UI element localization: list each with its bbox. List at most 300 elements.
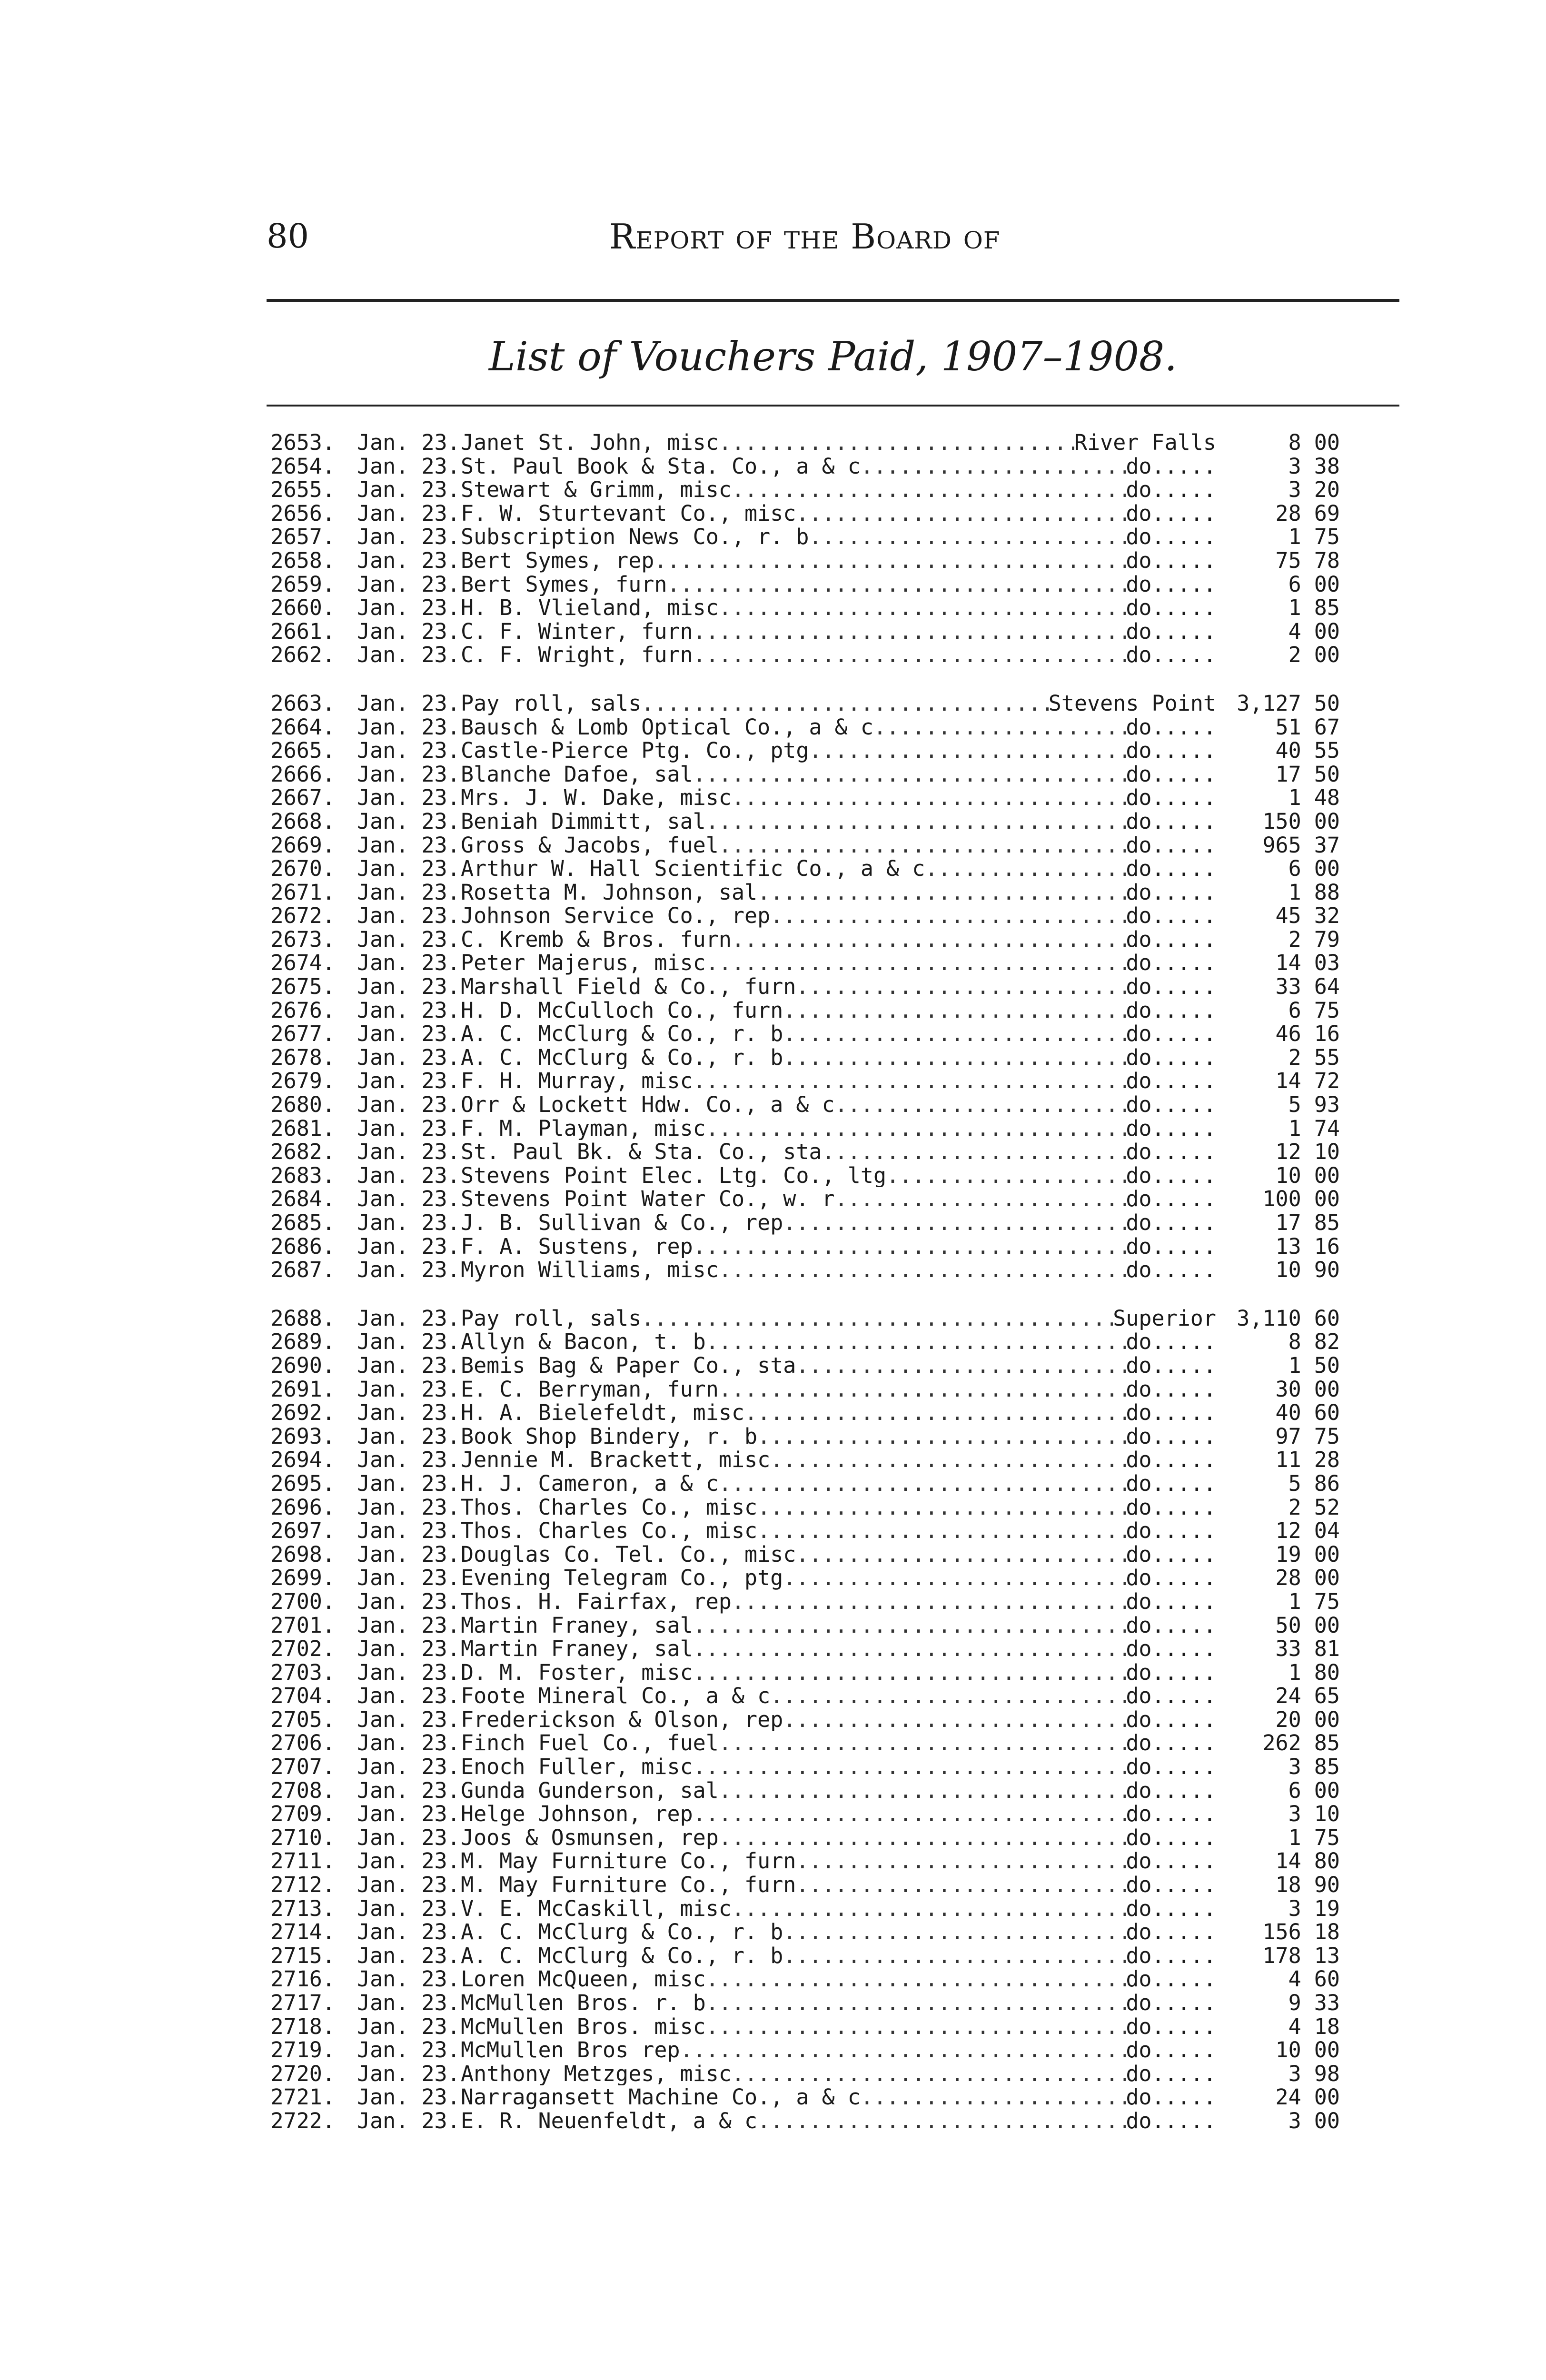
- school-location: do.....: [1126, 1802, 1216, 1826]
- voucher-description-cell: [457, 2109, 1216, 2133]
- voucher-description-cell: [457, 1519, 1216, 1543]
- voucher-row: [267, 1543, 1433, 1567]
- payee-description: Finch Fuel Co., fuel: [461, 1731, 719, 1755]
- voucher-description-cell: [457, 715, 1216, 739]
- dot-leader: [693, 763, 1126, 786]
- payee-description: A. C. McClurg & Co., r. b: [461, 1022, 783, 1046]
- voucher-description-cell: [457, 1826, 1216, 1850]
- voucher-number: 2707.: [270, 1754, 335, 1780]
- voucher-date: Jan. 23.: [357, 595, 460, 621]
- voucher-description-cell: [457, 1873, 1216, 1897]
- payee-description: Blanche Dafoe, sal: [461, 762, 693, 786]
- voucher-amount: 28 69: [1275, 500, 1340, 526]
- dot-leader: [732, 1897, 1126, 1921]
- voucher-group: [267, 692, 1433, 1282]
- voucher-row: [267, 881, 1433, 904]
- voucher-row: [267, 1826, 1433, 1850]
- voucher-date: Jan. 23.: [357, 1233, 460, 1259]
- voucher-amount: 5 93: [1288, 1092, 1340, 1118]
- voucher-date: Jan. 23.: [357, 618, 460, 644]
- voucher-amount: 5 86: [1288, 1470, 1340, 1496]
- voucher-number: 2678.: [270, 1044, 335, 1070]
- voucher-number: 2703.: [270, 1659, 335, 1685]
- voucher-row: [267, 1258, 1433, 1282]
- voucher-number: 2662.: [270, 642, 335, 668]
- voucher-row: [267, 478, 1433, 502]
- payee-description: D. M. Foster, misc: [461, 1660, 693, 1685]
- voucher-row: [267, 1944, 1433, 1968]
- voucher-amount: 20 00: [1275, 1706, 1340, 1732]
- payee-description: Douglas Co. Tel. Co., misc: [461, 1542, 796, 1567]
- voucher-amount: 13 16: [1275, 1233, 1340, 1259]
- dot-leader: [796, 975, 1126, 999]
- school-location: do.....: [1126, 1471, 1216, 1496]
- voucher-amount: 40 60: [1275, 1400, 1340, 1426]
- voucher-number: 2680.: [270, 1092, 335, 1118]
- voucher-description-cell: [457, 1897, 1216, 1921]
- voucher-description-cell: [457, 1779, 1216, 1803]
- voucher-amount: 97 75: [1275, 1423, 1340, 1449]
- voucher-number: 2674.: [270, 950, 335, 976]
- school-location: do.....: [1126, 1424, 1216, 1448]
- payee-description: Beniah Dimmitt, sal: [461, 809, 706, 833]
- payee-description: Stevens Point Elec. Ltg. Co., ltg: [461, 1163, 887, 1188]
- school-location: Superior: [1113, 1306, 1216, 1330]
- payee-description: M. May Furniture Co., furn: [461, 1849, 796, 1874]
- dot-leader: [693, 1755, 1126, 1779]
- payee-description: Thos. Charles Co., misc: [461, 1495, 758, 1519]
- voucher-description-cell: [457, 1802, 1216, 1826]
- voucher-amount: 150 00: [1262, 808, 1340, 834]
- school-location: do.....: [1126, 548, 1216, 573]
- voucher-amount: 1 80: [1288, 1659, 1340, 1685]
- school-location: do.....: [1126, 1258, 1216, 1282]
- voucher-description-cell: [457, 596, 1216, 620]
- voucher-row: [267, 1069, 1433, 1093]
- school-location: Stevens Point: [1048, 691, 1216, 715]
- voucher-number: 2669.: [270, 832, 335, 858]
- school-location: do.....: [1126, 1401, 1216, 1425]
- school-location: do.....: [1126, 739, 1216, 763]
- school-location: do.....: [1126, 1448, 1216, 1472]
- voucher-date: Jan. 23.: [357, 1494, 460, 1520]
- payee-description: Subscription News Co., r. b: [461, 525, 809, 549]
- voucher-row: [267, 1519, 1433, 1543]
- dot-leader: [809, 525, 1126, 549]
- voucher-date: Jan. 23.: [357, 547, 460, 573]
- voucher-amount: 75 78: [1275, 547, 1340, 573]
- voucher-date: Jan. 23.: [357, 642, 460, 668]
- school-location: do.....: [1126, 1519, 1216, 1543]
- voucher-date: Jan. 23.: [357, 1848, 460, 1874]
- voucher-description-cell: [457, 2062, 1216, 2086]
- voucher-row: [267, 1566, 1433, 1590]
- voucher-date: Jan. 23.: [357, 1423, 460, 1449]
- voucher-description-cell: [457, 1117, 1216, 1140]
- payee-description: Mrs. J. W. Dake, misc: [461, 786, 732, 810]
- payee-description: Martin Franey, sal: [461, 1613, 693, 1637]
- school-location: do.....: [1126, 1495, 1216, 1519]
- payee-description: Johnson Service Co., rep: [461, 904, 771, 928]
- payee-description: Thos. H. Fairfax, rep: [461, 1589, 732, 1614]
- voucher-amount: 11 28: [1275, 1447, 1340, 1473]
- voucher-row: [267, 999, 1433, 1022]
- school-location: do.....: [1126, 454, 1216, 478]
- voucher-row: [267, 1046, 1433, 1070]
- voucher-amount: 4 18: [1288, 2013, 1340, 2039]
- voucher-description-cell: [457, 1684, 1216, 1708]
- voucher-date: Jan. 23.: [357, 1400, 460, 1426]
- voucher-amount: 1 75: [1288, 524, 1340, 550]
- page-number: 80: [267, 217, 309, 256]
- dot-leader: [693, 1637, 1126, 1661]
- voucher-amount: 19 00: [1275, 1541, 1340, 1567]
- dot-leader: [770, 904, 1126, 928]
- voucher-description-cell: [457, 1211, 1216, 1235]
- payee-description: H. D. McCulloch Co., furn: [461, 998, 783, 1022]
- voucher-number: 2685.: [270, 1210, 335, 1235]
- voucher-number: 2699.: [270, 1565, 335, 1591]
- voucher-number: 2672.: [270, 903, 335, 929]
- voucher-date: Jan. 23.: [357, 856, 460, 882]
- dot-leader: [706, 1967, 1126, 1991]
- voucher-number: 2705.: [270, 1706, 335, 1732]
- voucher-number: 2666.: [270, 761, 335, 787]
- payee-description: Peter Majerus, misc: [461, 951, 706, 975]
- voucher-date: Jan. 23.: [357, 1990, 460, 2015]
- school-location: do.....: [1126, 1707, 1216, 1732]
- voucher-number: 2658.: [270, 547, 335, 573]
- voucher-description-cell: [457, 1590, 1216, 1614]
- voucher-description-cell: [457, 1307, 1216, 1330]
- payee-description: Allyn & Bacon, t. b: [461, 1330, 706, 1354]
- voucher-amount: 17 85: [1275, 1210, 1340, 1235]
- payee-description: St. Paul Bk. & Sta. Co., sta: [461, 1140, 822, 1164]
- payee-description: Anthony Metzges, misc: [461, 2062, 732, 2086]
- dot-leader: [757, 1496, 1126, 1519]
- voucher-number: 2682.: [270, 1139, 335, 1165]
- dot-leader: [641, 692, 1049, 715]
- voucher-row: [267, 549, 1433, 573]
- school-location: do.....: [1126, 1731, 1216, 1755]
- voucher-number: 2660.: [270, 595, 335, 621]
- school-location: do.....: [1126, 2085, 1216, 2109]
- voucher-ledger: [267, 431, 1433, 2158]
- school-location: do.....: [1126, 1069, 1216, 1093]
- voucher-number: 2720.: [270, 2061, 335, 2086]
- voucher-amount: 3 10: [1288, 1801, 1340, 1827]
- voucher-amount: 3 20: [1288, 477, 1340, 503]
- payee-description: Helge Johnson, rep: [461, 1802, 693, 1826]
- voucher-date: Jan. 23.: [357, 1872, 460, 1898]
- school-location: do.....: [1126, 1944, 1216, 1968]
- dot-leader: [706, 1991, 1126, 2015]
- voucher-description-cell: [457, 1448, 1216, 1472]
- voucher-row: [267, 1496, 1433, 1519]
- voucher-number: 2721.: [270, 2084, 335, 2110]
- voucher-date: Jan. 23.: [357, 1754, 460, 1780]
- voucher-number: 2718.: [270, 2013, 335, 2039]
- voucher-amount: 3 98: [1288, 2061, 1340, 2086]
- voucher-row: [267, 833, 1433, 857]
- school-location: do.....: [1126, 1163, 1216, 1188]
- payee-description: Castle-Pierce Ptg. Co., ptg: [461, 739, 809, 763]
- voucher-row: [267, 857, 1433, 881]
- payee-description: Pay roll, sals: [461, 691, 642, 715]
- voucher-row: [267, 810, 1433, 833]
- voucher-date: Jan. 23.: [357, 1659, 460, 1685]
- voucher-date: Jan. 23.: [357, 1777, 460, 1803]
- voucher-description-cell: [457, 1330, 1216, 1354]
- school-location: do.....: [1126, 857, 1216, 881]
- school-location: do.....: [1126, 1022, 1216, 1046]
- voucher-description-cell: [457, 1378, 1216, 1401]
- voucher-date: Jan. 23.: [357, 1943, 460, 1968]
- payee-description: Narragansett Machine Co., a & c: [461, 2085, 861, 2109]
- voucher-amount: 1 74: [1288, 1115, 1340, 1141]
- voucher-date: Jan. 23.: [357, 1376, 460, 1402]
- voucher-number: 2715.: [270, 1943, 335, 1968]
- voucher-description-cell: [457, 1614, 1216, 1637]
- voucher-description-cell: [457, 763, 1216, 786]
- payee-description: McMullen Bros. r. b: [461, 1991, 706, 2015]
- dot-leader: [719, 1472, 1126, 1496]
- voucher-date: Jan. 23.: [357, 1801, 460, 1827]
- payee-description: Evening Telegram Co., ptg: [461, 1566, 783, 1590]
- voucher-row: [267, 1684, 1433, 1708]
- voucher-description-cell: [457, 1731, 1216, 1755]
- payee-description: F. W. Sturtevant Co., misc: [461, 501, 796, 526]
- dot-leader: [783, 1566, 1126, 1590]
- voucher-number: 2656.: [270, 500, 335, 526]
- voucher-description-cell: [457, 1022, 1216, 1046]
- dot-leader: [693, 1802, 1126, 1826]
- school-location: do.....: [1126, 1234, 1216, 1259]
- voucher-row: [267, 1920, 1433, 1944]
- voucher-amount: 1 50: [1288, 1352, 1340, 1378]
- voucher-number: 2690.: [270, 1352, 335, 1378]
- voucher-date: Jan. 23.: [357, 785, 460, 811]
- voucher-row: [267, 1378, 1433, 1401]
- payee-description: Marshall Field & Co., furn: [461, 975, 796, 999]
- voucher-amount: 6 75: [1288, 997, 1340, 1023]
- voucher-description-cell: [457, 620, 1216, 644]
- voucher-number: 2667.: [270, 785, 335, 811]
- voucher-row: [267, 1140, 1433, 1164]
- voucher-number: 2671.: [270, 879, 335, 905]
- voucher-description-cell: [457, 2015, 1216, 2039]
- voucher-number: 2653.: [270, 430, 335, 455]
- school-location: do.....: [1126, 1660, 1216, 1685]
- voucher-description-cell: [457, 692, 1216, 715]
- voucher-date: Jan. 23.: [357, 2108, 460, 2133]
- dot-leader: [783, 1211, 1126, 1235]
- voucher-description-cell: [457, 951, 1216, 975]
- voucher-date: Jan. 23.: [357, 1825, 460, 1850]
- dot-leader: [757, 1425, 1126, 1448]
- school-location: do.....: [1126, 1778, 1216, 1803]
- voucher-amount: 6 00: [1288, 856, 1340, 882]
- dot-leader: [719, 833, 1126, 857]
- voucher-number: 2654.: [270, 453, 335, 479]
- voucher-description-cell: [457, 1944, 1216, 1968]
- voucher-date: Jan. 23.: [357, 690, 460, 716]
- voucher-number: 2709.: [270, 1801, 335, 1827]
- voucher-date: Jan. 23.: [357, 1139, 460, 1165]
- voucher-number: 2687.: [270, 1257, 335, 1283]
- dot-leader: [783, 1708, 1126, 1732]
- voucher-date: Jan. 23.: [357, 761, 460, 787]
- payee-description: E. C. Berryman, furn: [461, 1377, 719, 1401]
- voucher-description-cell: [457, 502, 1216, 526]
- top-rule: [267, 299, 1399, 302]
- voucher-description-cell: [457, 1401, 1216, 1425]
- voucher-row: [267, 1661, 1433, 1685]
- voucher-date: Jan. 23.: [357, 1683, 460, 1709]
- school-location: do.....: [1126, 1967, 1216, 1991]
- voucher-row: [267, 1590, 1433, 1614]
- payee-description: J. B. Sullivan & Co., rep: [461, 1211, 783, 1235]
- voucher-number: 2708.: [270, 1777, 335, 1803]
- voucher-amount: 2 00: [1288, 642, 1340, 668]
- voucher-description-cell: [457, 904, 1216, 928]
- voucher-date: Jan. 23.: [357, 2061, 460, 2086]
- voucher-date: Jan. 23.: [357, 1305, 460, 1331]
- voucher-row: [267, 2038, 1433, 2062]
- voucher-date: Jan. 23.: [357, 1518, 460, 1544]
- payee-description: H. A. Bielefeldt, misc: [461, 1401, 745, 1425]
- voucher-date: Jan. 23.: [357, 1612, 460, 1638]
- voucher-amount: 9 33: [1288, 1990, 1340, 2015]
- dot-leader: [732, 2062, 1126, 2086]
- voucher-number: 2679.: [270, 1068, 335, 1094]
- dot-leader: [873, 715, 1126, 739]
- voucher-row: [267, 502, 1433, 526]
- voucher-number: 2714.: [270, 1919, 335, 1945]
- voucher-date: Jan. 23.: [357, 1329, 460, 1355]
- school-location: River Falls: [1074, 431, 1216, 455]
- dot-leader: [925, 857, 1126, 881]
- voucher-description-cell: [457, 975, 1216, 999]
- school-location: do.....: [1126, 525, 1216, 549]
- voucher-row: [267, 1472, 1433, 1496]
- voucher-amount: 178 13: [1262, 1943, 1340, 1968]
- voucher-description-cell: [457, 1708, 1216, 1732]
- dot-leader: [693, 1069, 1126, 1093]
- school-location: do.....: [1126, 2014, 1216, 2039]
- payee-description: Arthur W. Hall Scientific Co., a & c: [461, 857, 925, 881]
- voucher-row: [267, 1849, 1433, 1873]
- voucher-row: [267, 928, 1433, 952]
- dot-leader: [693, 1614, 1126, 1637]
- voucher-number: 2701.: [270, 1612, 335, 1638]
- voucher-amount: 3,127 50: [1237, 690, 1340, 716]
- school-location: do.....: [1126, 643, 1216, 667]
- school-location: do.....: [1126, 1873, 1216, 1897]
- payee-description: McMullen Bros. misc: [461, 2014, 706, 2039]
- voucher-amount: 1 75: [1288, 1588, 1340, 1614]
- school-location: do.....: [1126, 1140, 1216, 1164]
- voucher-amount: 33 81: [1275, 1636, 1340, 1662]
- voucher-date: Jan. 23.: [357, 2037, 460, 2063]
- voucher-row: [267, 1967, 1433, 1991]
- dot-leader: [757, 1519, 1126, 1543]
- voucher-amount: 3 85: [1288, 1754, 1340, 1780]
- payee-description: Gunda Gunderson, sal: [461, 1778, 719, 1803]
- school-location: do.....: [1126, 501, 1216, 526]
- voucher-description-cell: [457, 739, 1216, 763]
- voucher-number: 2713.: [270, 1895, 335, 1921]
- voucher-description-cell: [457, 810, 1216, 833]
- voucher-amount: 24 00: [1275, 2084, 1340, 2110]
- voucher-amount: 30 00: [1275, 1376, 1340, 1402]
- voucher-amount: 4 00: [1288, 618, 1340, 644]
- payee-description: A. C. McClurg & Co., r. b: [461, 1920, 783, 1944]
- voucher-amount: 3 00: [1288, 2108, 1340, 2133]
- dot-leader: [835, 1187, 1126, 1211]
- payee-description: F. M. Playman, misc: [461, 1116, 706, 1140]
- voucher-group: [267, 431, 1433, 667]
- voucher-row: [267, 2062, 1433, 2086]
- voucher-date: Jan. 23.: [357, 903, 460, 929]
- dot-leader: [719, 1779, 1126, 1803]
- voucher-number: 2681.: [270, 1115, 335, 1141]
- dot-leader: [667, 573, 1126, 596]
- voucher-number: 2706.: [270, 1730, 335, 1756]
- school-location: do.....: [1126, 1637, 1216, 1661]
- school-location: do.....: [1126, 1825, 1216, 1850]
- running-head: [267, 217, 1409, 259]
- voucher-row: [267, 1307, 1433, 1330]
- voucher-number: 2661.: [270, 618, 335, 644]
- voucher-date: Jan. 23.: [357, 879, 460, 905]
- payee-description: Enoch Fuller, misc: [461, 1755, 693, 1779]
- voucher-description-cell: [457, 1069, 1216, 1093]
- voucher-description-cell: [457, 1472, 1216, 1496]
- voucher-date: Jan. 23.: [357, 430, 460, 455]
- voucher-date: Jan. 23.: [357, 1092, 460, 1118]
- voucher-row: [267, 455, 1433, 478]
- voucher-description-cell: [457, 1967, 1216, 1991]
- voucher-row: [267, 525, 1433, 549]
- voucher-date: Jan. 23.: [357, 1706, 460, 1732]
- voucher-row: [267, 1708, 1433, 1732]
- school-location: do.....: [1126, 809, 1216, 833]
- voucher-amount: 2 55: [1288, 1044, 1340, 1070]
- voucher-date: Jan. 23.: [357, 2013, 460, 2039]
- voucher-row: [267, 1093, 1433, 1117]
- voucher-number: 2663.: [270, 690, 335, 716]
- school-location: do.....: [1126, 2062, 1216, 2086]
- school-location: do.....: [1126, 1755, 1216, 1779]
- voucher-number: 2688.: [270, 1305, 335, 1331]
- dot-leader: [783, 1046, 1126, 1070]
- voucher-amount: 1 85: [1288, 595, 1340, 621]
- voucher-description-cell: [457, 1164, 1216, 1188]
- voucher-date: Jan. 23.: [357, 1115, 460, 1141]
- school-location: do.....: [1126, 1187, 1216, 1211]
- payee-description: F. A. Sustens, rep: [461, 1234, 693, 1259]
- voucher-row: [267, 692, 1433, 715]
- dot-leader: [783, 999, 1126, 1022]
- voucher-number: 2673.: [270, 926, 335, 952]
- dot-leader: [732, 478, 1126, 502]
- voucher-amount: 1 48: [1288, 785, 1340, 811]
- voucher-row: [267, 1873, 1433, 1897]
- school-location: do.....: [1126, 786, 1216, 810]
- voucher-row: [267, 1401, 1433, 1425]
- dot-leader: [861, 2085, 1126, 2109]
